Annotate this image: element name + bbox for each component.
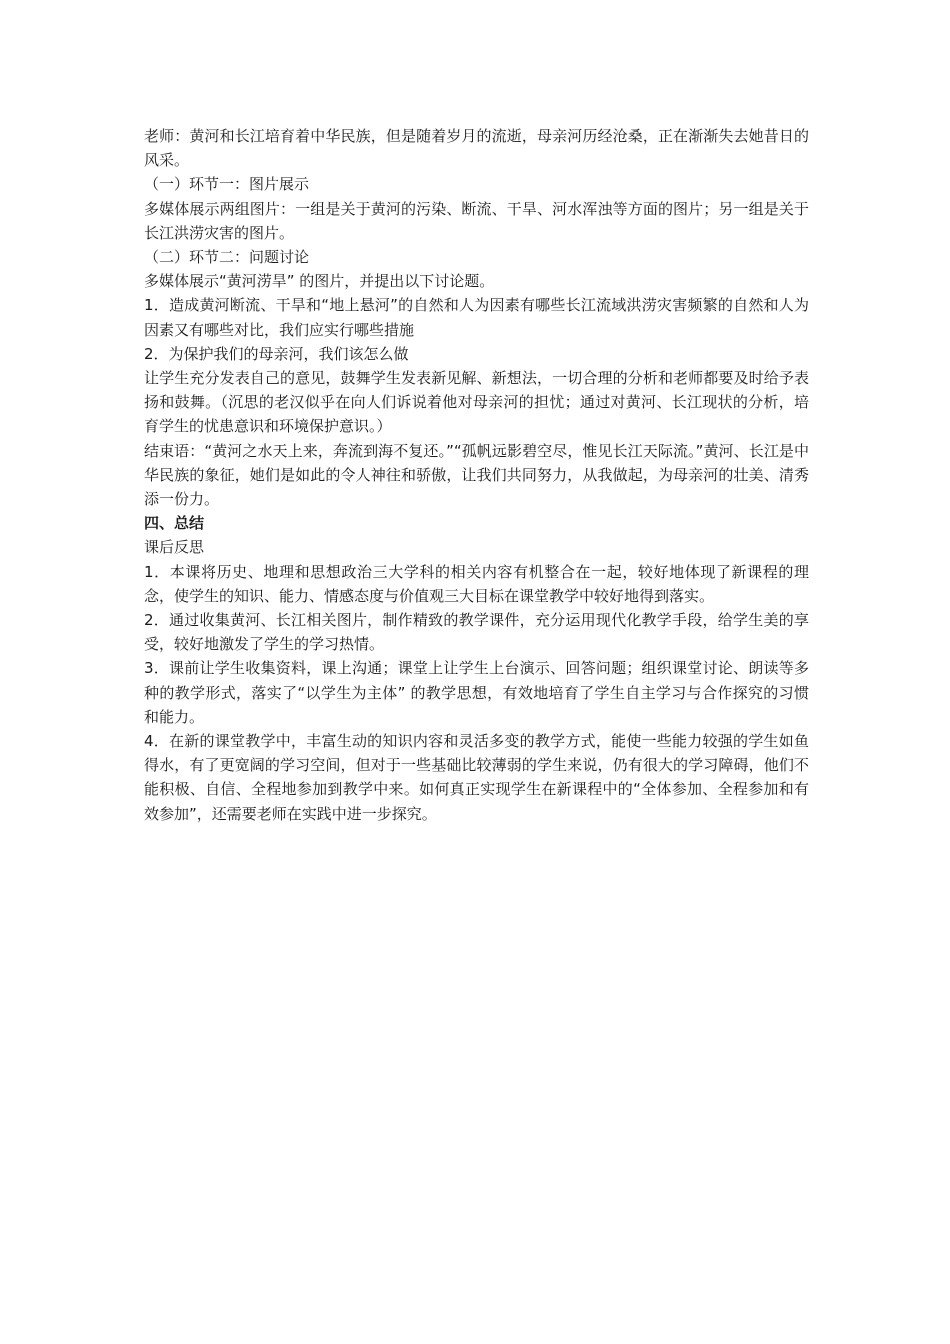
section-two-paragraph: 多媒体展示“黄河涝旱” 的图片，并提出以下讨论题。: [144, 272, 495, 291]
closing-remarks-paragraph: 结束语：“黄河之水天上来，奔流到海不复还。”“孤帆远影碧空尽，惟见长江天际流。”黄河、长江是中华民族的象征，她们是如此的令人神往和骄傲，让我们共同努力，从我做起，为母亲河的壮美、清秀添一份力。: [144, 441, 809, 509]
teacher-intro-paragraph: 老师：黄河和长江培育着中华民族，但是随着岁月的流逝，母亲河历经沧桑，正在渐渐失去她昔日的风采。: [144, 127, 809, 170]
discussion-question-1: 1．造成黄河断流、干旱和“地上悬河”的自然和人为因素有哪些长江流域洪涝灾害频繁的自然和人为因素又有哪些对比，我们应实行哪些措施: [144, 296, 809, 339]
section-one-title: （一）环节一：图片展示: [144, 175, 310, 194]
reflection-item-3: 3．课前让学生收集资料，课上沟通；课堂上让学生上台演示、回答问题；组织课堂讨论、朗读等多种的教学形式，落实了“以学生为主体” 的教学思想，有效地培育了学生自主学习与合作探究的习惯和能力。: [144, 659, 809, 726]
summary-heading: 四、总结: [144, 514, 205, 533]
discussion-question-2: 2．为保护我们的母亲河，我们该怎么做: [144, 344, 409, 363]
section-one-paragraph: 多媒体展示两组图片：一组是关于黄河的污染、断流、干旱、河水浑浊等方面的图片；另一组是关于长江洪涝灾害的图片。: [144, 199, 809, 242]
reflection-item-4: 4．在新的课堂教学中，丰富生动的知识内容和灵活多变的教学方式，能使一些能力较强的学生如鱼得水，有了更宽阔的学习空间，但对于一些基础比较薄弱的学生来说，仍有很大的学习障碍，他们不能积极、自信、全程地参加到教学中来。如何真正实现学生在新课程中的“全体参加、全程参加和有效参加”，还需要老师在实践中进一步探究。: [144, 732, 809, 823]
document-body: [144, 124, 809, 826]
discussion-guidance-paragraph: 让学生充分发表自己的意见，鼓舞学生发表新见解、新想法，一切合理的分析和老师都要及时给予表扬和鼓舞。（沉思的老汉似乎在向人们诉说着他对母亲河的担忧；通过对黄河、长江现状的分析，培育学生的忧患意识和环境保护意识。）: [144, 369, 809, 436]
reflection-item-2: 2．通过收集黄河、长江相关图片，制作精致的教学课件，充分运用现代化教学手段，给学生美的享受，较好地激发了学生的学习热情。: [144, 611, 809, 654]
reflection-title: 课后反思: [144, 538, 205, 557]
section-two-title: （二）环节二：问题讨论: [144, 248, 310, 267]
reflection-item-1: 1．本课将历史、地理和思想政治三大学科的相关内容有机整合在一起，较好地体现了新课程的理念，使学生的知识、能力、情感态度与价值观三大目标在课堂教学中较好地得到落实。: [144, 562, 809, 605]
